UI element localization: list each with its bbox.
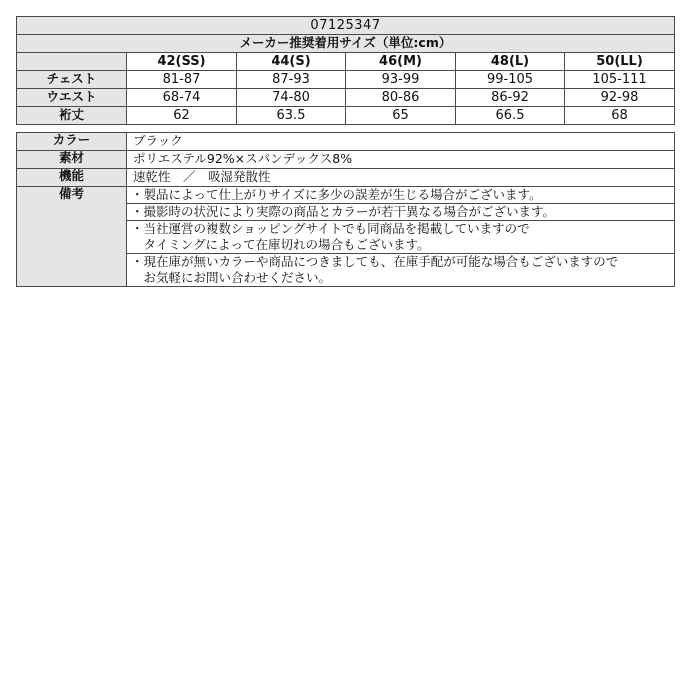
- size-header-cell: 44(S): [237, 53, 346, 71]
- note-text: ・現在庫が無いカラーや商品につきましても、在庫手配が可能な場合もございますので: [131, 254, 619, 269]
- note-text: お気軽にお問い合わせください。: [131, 270, 332, 285]
- table-cell: 86-92: [456, 89, 565, 107]
- material-label: 素材: [17, 151, 127, 169]
- table-cell: 92-98: [565, 89, 675, 107]
- size-header-cell: 46(M): [346, 53, 456, 71]
- row-label-sleeve: 裄丈: [17, 107, 127, 125]
- size-header-cell: 48(L): [456, 53, 565, 71]
- table-row: [17, 107, 675, 125]
- product-code: 07125347: [17, 17, 675, 35]
- note-item: [127, 221, 675, 254]
- table-cell: 63.5: [237, 107, 346, 125]
- table-cell: 87-93: [237, 71, 346, 89]
- table-cell: 99-105: [456, 71, 565, 89]
- info-row-function: [17, 169, 675, 187]
- table-cell: 93-99: [346, 71, 456, 89]
- table-cell: 62: [127, 107, 237, 125]
- table-cell: 105-111: [565, 71, 675, 89]
- note-text: ・当社運営の複数ショッピングサイトでも同商品を掲載していますので: [131, 221, 530, 236]
- function-label: 機能: [17, 169, 127, 187]
- product-info-table: [16, 132, 675, 287]
- size-header-cell: 42(SS): [127, 53, 237, 71]
- table-cell: 81-87: [127, 71, 237, 89]
- table-cell: 65: [346, 107, 456, 125]
- material-value: ポリエステル92%×スパンデックス8%: [127, 151, 675, 169]
- size-table-title: メーカー推奨着用サイズ（単位:cm）: [17, 35, 675, 53]
- note-text: ・製品によって仕上がりサイズに多少の誤差が生じる場合がございます。: [131, 187, 542, 202]
- size-header-corner: [17, 53, 127, 71]
- size-header-cell: 50(LL): [565, 53, 675, 71]
- table-row: [17, 89, 675, 107]
- table-cell: 74-80: [237, 89, 346, 107]
- note-text: ・撮影時の状況により実際の商品とカラーが若干異なる場合がございます。: [131, 204, 556, 219]
- table-row: [17, 71, 675, 89]
- size-table: [16, 16, 675, 125]
- table-cell: 80-86: [346, 89, 456, 107]
- info-row-material: [17, 151, 675, 169]
- table-cell: 68: [565, 107, 675, 125]
- note-item: [127, 254, 675, 287]
- info-row-color: [17, 133, 675, 151]
- note-text: タイミングによって在庫切れの場合もございます。: [131, 237, 430, 252]
- table-cell: 68-74: [127, 89, 237, 107]
- info-row-notes: [17, 187, 675, 204]
- table-cell: 66.5: [456, 107, 565, 125]
- color-label: カラー: [17, 133, 127, 151]
- color-value: ブラック: [127, 133, 675, 151]
- row-label-waist: ウエスト: [17, 89, 127, 107]
- note-item: [127, 187, 675, 204]
- note-item: [127, 204, 675, 221]
- size-header-row: [17, 53, 675, 71]
- row-label-chest: チェスト: [17, 71, 127, 89]
- notes-label: 備考: [17, 187, 127, 287]
- function-value: 速乾性 ／ 吸湿発散性: [127, 169, 675, 187]
